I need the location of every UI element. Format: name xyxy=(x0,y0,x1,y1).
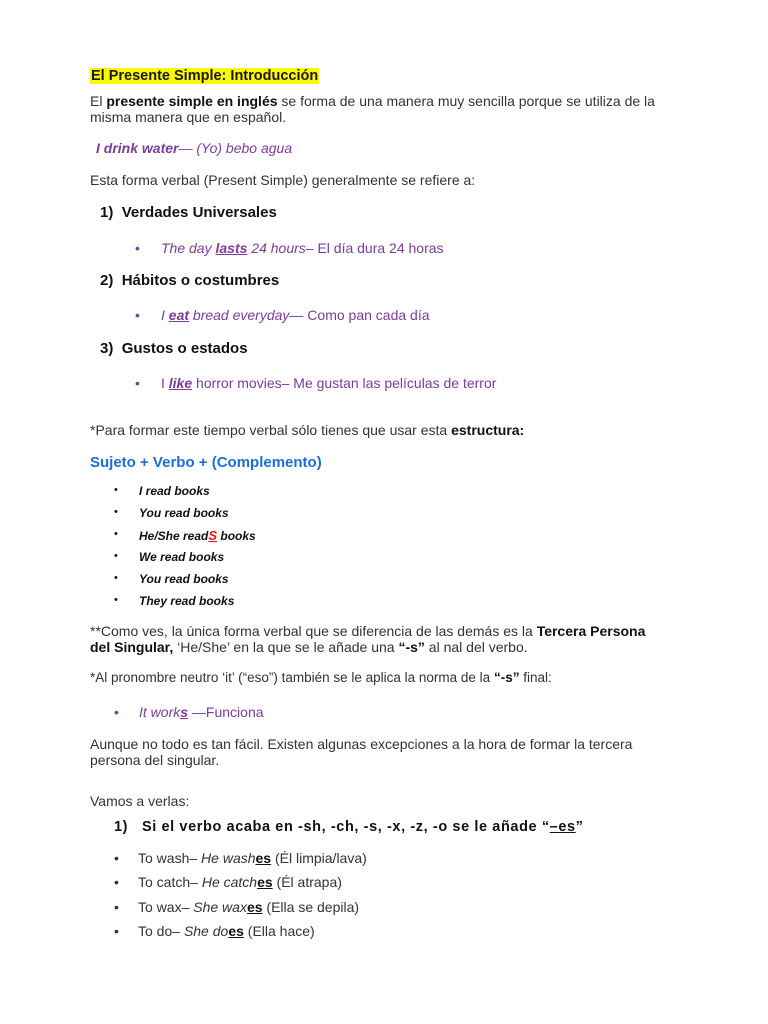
section-title: Hábitos o costumbres xyxy=(121,272,280,289)
rule-text: Si el verbo acaba en -sh, -ch, -s, -x, -z, -o se le añade “ xyxy=(141,819,550,835)
note1-line-1 xyxy=(90,623,645,640)
intro-line-2: misma manera que en español. xyxy=(90,109,287,125)
note1-line2-bold: del Singular, xyxy=(90,639,174,655)
section-2-example xyxy=(161,307,430,324)
verb-trans: (Él limpia/lava) xyxy=(271,850,367,866)
bullet-dot: • xyxy=(114,506,118,518)
verb-suffix: es xyxy=(257,874,273,890)
section-1-example xyxy=(161,240,444,257)
ex-pre: I xyxy=(161,375,169,391)
example-english: I drink water xyxy=(96,140,179,156)
example-item: We read books xyxy=(139,550,225,564)
ex-verb: eat xyxy=(168,307,190,323)
note2-pre: *Al pronombre neutro ‘it’ (“eso”) también se le aplica la norma de la xyxy=(90,670,494,685)
ex-verb: like xyxy=(168,375,193,391)
verb-item xyxy=(138,850,367,867)
section-3-example xyxy=(161,375,496,392)
bullet-dot: • xyxy=(114,874,119,890)
verb-suffix: es xyxy=(246,899,263,915)
ex-verb: lasts xyxy=(215,240,248,256)
structure-intro-pre: *Para formar este tiempo verbal sólo tienes que usar esta xyxy=(90,422,452,438)
bullet-dot: • xyxy=(114,572,118,584)
rule-1 xyxy=(114,819,584,835)
intro-line-1 xyxy=(90,93,655,110)
note1-line2-bold2: “-s” xyxy=(398,639,425,655)
it-example xyxy=(139,704,264,721)
example-item-he-she xyxy=(139,528,256,543)
note1-line2-mid: ‘He/She’ en la que se le añade una xyxy=(173,639,399,655)
section-1-heading xyxy=(100,204,277,221)
note2-bold: “-s” xyxy=(493,670,520,685)
ex-post: 24 hours xyxy=(247,240,306,256)
note2 xyxy=(90,670,552,687)
note1-line2-post: al nal del verbo. xyxy=(424,639,528,655)
verb-form: She do xyxy=(183,923,229,939)
intro-post: se forma de una manera muy sencilla porque se utiliza de la xyxy=(277,93,655,109)
verb-form: She wax xyxy=(193,899,247,915)
ex-trans: – El día dura 24 horas xyxy=(305,240,444,256)
he-she-pre: He/She read xyxy=(139,529,209,543)
example-item: You read books xyxy=(139,506,229,520)
bullet-dot: • xyxy=(135,375,140,391)
exceptions-line-1: Aunque no todo es tan fácil. Existen algunas excepciones a la hora de formar la tercera xyxy=(90,736,633,752)
verb-inf: To catch– xyxy=(138,874,202,890)
exceptions-line-2: persona del singular. xyxy=(90,752,220,768)
section-title: Verdades Universales xyxy=(121,204,277,221)
note2-post: final: xyxy=(519,670,552,685)
bullet-dot: • xyxy=(114,528,118,540)
example-item: You read books xyxy=(139,572,229,586)
verb-inf: To wax– xyxy=(138,899,194,915)
section-number: 3) xyxy=(100,340,114,357)
verb-inf: To do– xyxy=(138,923,184,939)
he-she-post: books xyxy=(217,529,256,543)
bullet-dot: • xyxy=(114,594,118,606)
note1-line-2 xyxy=(90,639,528,656)
verb-item xyxy=(138,899,359,916)
verb-form: He catch xyxy=(201,874,258,890)
example-item: I read books xyxy=(139,484,210,498)
ex-trans: — Como pan cada día xyxy=(289,307,430,323)
verb-item xyxy=(138,923,315,940)
section-3-heading xyxy=(100,340,248,357)
vamos-text: Vamos a verlas: xyxy=(90,793,190,809)
rule-suffix: –es xyxy=(549,819,576,835)
bullet-dot: • xyxy=(114,850,119,866)
bullet-dot: • xyxy=(135,240,140,256)
bullet-dot: • xyxy=(114,550,118,562)
he-she-s: S xyxy=(208,528,218,543)
bullet-dot: • xyxy=(135,307,140,323)
page-title: El Presente Simple: Introducción xyxy=(91,68,319,84)
ex-post: bread everyday xyxy=(189,307,290,323)
structure-intro xyxy=(90,422,524,439)
it-pre: It work xyxy=(139,704,181,720)
verb-inf: To wash– xyxy=(138,850,202,866)
it-s: s xyxy=(180,704,189,720)
intro-pre: El xyxy=(90,93,107,109)
verb-suffix: es xyxy=(228,923,244,939)
section-number: 2) xyxy=(100,272,114,289)
bullet-dot: • xyxy=(114,484,118,496)
example-item: They read books xyxy=(139,594,235,608)
ex-post: horror movies xyxy=(192,375,282,391)
note1-bold: Tercera Persona xyxy=(536,623,646,639)
ex-trans: – Me gustan las películas de terror xyxy=(281,375,497,391)
verb-suffix: es xyxy=(255,850,272,866)
note1-pre: **Como ves, la única forma verbal que se diferencia de las demás es la xyxy=(90,623,537,639)
example-spanish: — (Yo) bebo agua xyxy=(178,140,293,156)
ex-pre: The day xyxy=(161,240,216,256)
verb-form: He wash xyxy=(201,850,256,866)
structure-intro-bold: estructura: xyxy=(451,422,525,438)
section-number: 1) xyxy=(100,204,114,221)
bullet-dot: • xyxy=(114,923,119,939)
bullet-dot: • xyxy=(114,899,119,915)
rule-number: 1) xyxy=(114,819,129,835)
verb-trans: (Él atrapa) xyxy=(272,874,342,890)
intro-example xyxy=(96,140,292,157)
it-post: —Funciona xyxy=(188,704,264,720)
verb-item xyxy=(138,874,342,891)
verb-trans: (Ella hace) xyxy=(243,923,315,939)
section-title: Gustos o estados xyxy=(121,340,248,357)
bullet-dot: • xyxy=(114,704,119,720)
intro-bold: presente simple en inglés xyxy=(106,93,278,109)
refers-text: Esta forma verbal (Present Simple) generalmente se refiere a: xyxy=(90,172,476,188)
structure-formula: Sujeto + Verbo + (Complemento) xyxy=(90,454,322,471)
verb-trans: (Ella se depila) xyxy=(262,899,360,915)
section-2-heading xyxy=(100,272,279,289)
rule-close: ” xyxy=(575,819,584,835)
ex-pre: I xyxy=(161,307,169,323)
